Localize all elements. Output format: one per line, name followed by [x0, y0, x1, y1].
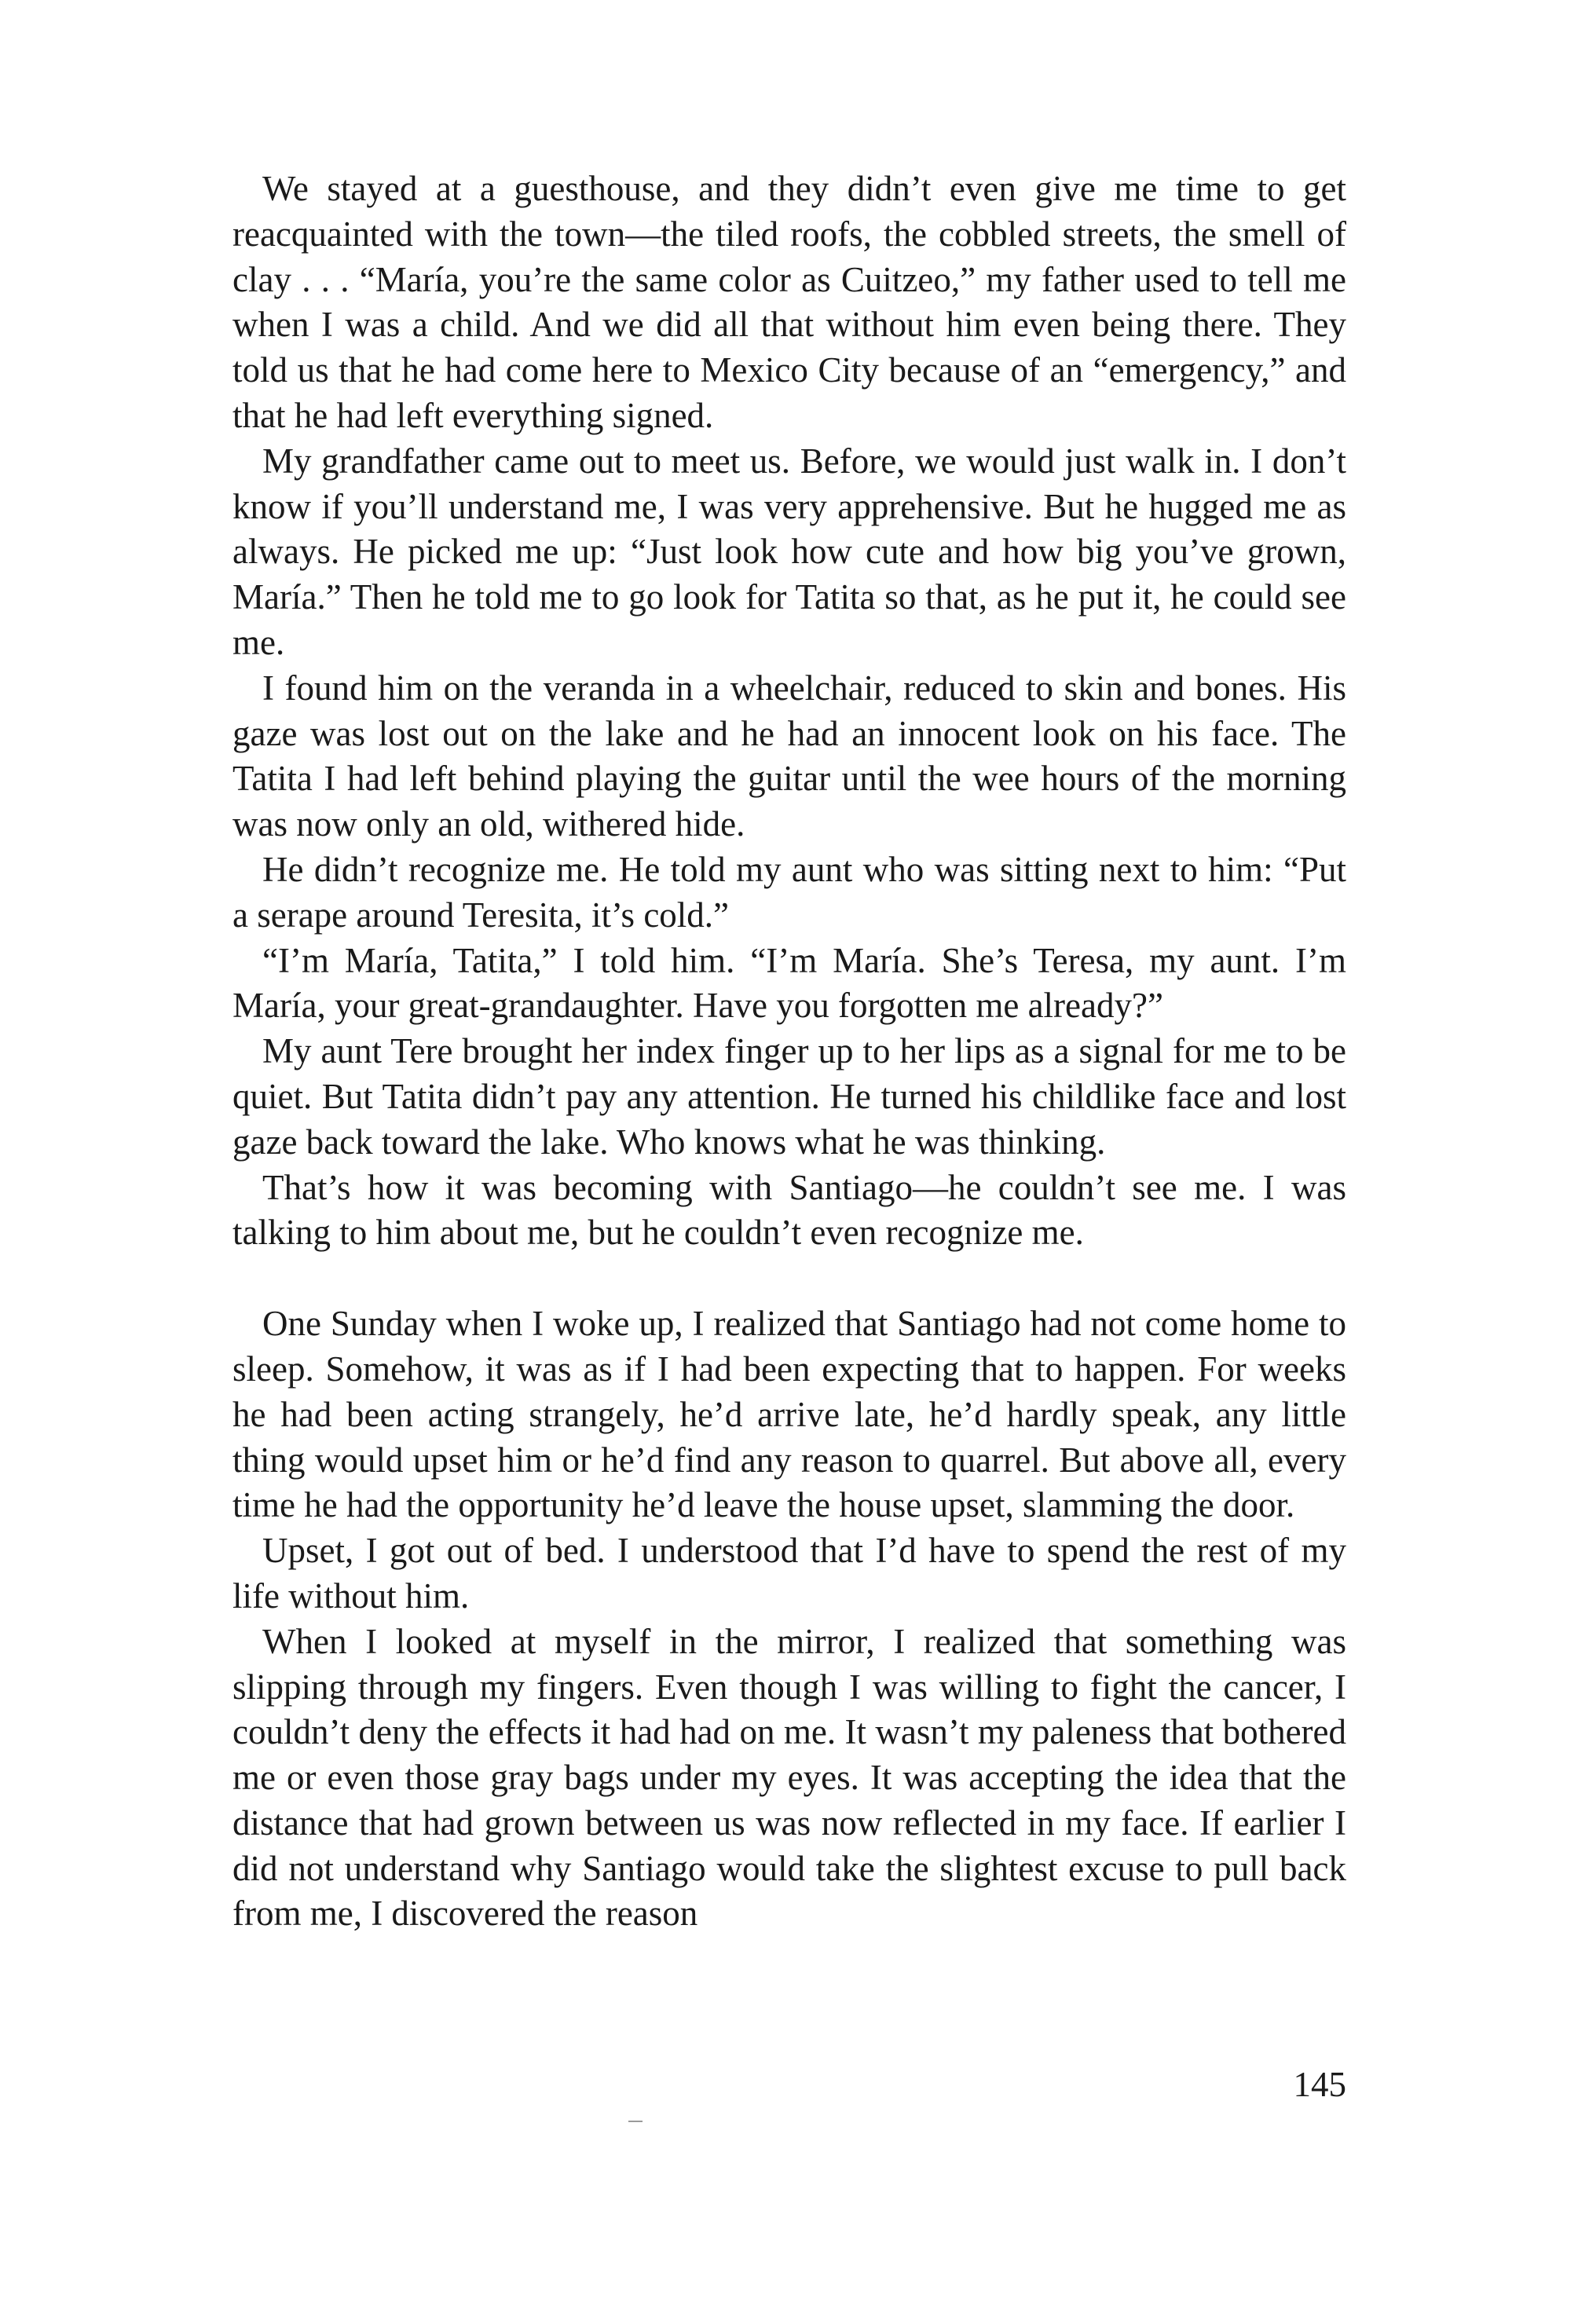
paragraph: I found him on the veranda in a wheelchair, reduced to skin and bones. His gaze was lost out on the lake and he had an innocent look on his face. The Tatita I had left behind playing the guitar until the wee hours of the morning was now only an old, withered hide.: [232, 668, 1346, 844]
body-text: [232, 167, 1346, 1937]
scan-artifact-mark: [628, 2121, 643, 2122]
paragraph: That’s how it was becoming with Santiago—he couldn’t see me. I was talking to him about me, but he couldn’t even recognize me.: [232, 1167, 1346, 1253]
paragraph: We stayed at a guesthouse, and they didn’t even give me time to get reacquainted with the town—the tiled roofs, the cobbled streets, the smell of clay . . . “María, you’re the same color as Cuitzeo,” my father used to tell me when I was a child. And we did all that without him even being there. They told us that he had come here to Mexico City because of an “emergency,” and that he had left everything signed.: [232, 169, 1346, 435]
paragraph: “I’m María, Tatita,” I told him. “I’m María. She’s Teresa, my aunt. I’m María, your great-grandaughter. Have you forgotten me already?”: [232, 940, 1346, 1026]
section-break: [232, 1256, 1346, 1301]
paragraph: My grandfather came out to meet us. Before, we would just walk in. I don’t know if you’ll understand me, I was very apprehensive. But he hugged me as always. He picked me up: “Just look how cute and how big you’ve grown, María.” Then he told me to go look for Tatita so that, as he put it, he could see me.: [232, 441, 1346, 662]
paragraph: Upset, I got out of bed. I understood that I’d have to spend the rest of my life without him.: [232, 1531, 1346, 1616]
paragraph: One Sunday when I woke up, I realized that Santiago had not come home to sleep. Somehow, it was as if I had been expecting that to happen. For weeks he had been acting strangely, he’d arrive late, he’d hardly speak, any little thing would upset him or he’d find any reason to quarrel. But above all, every time he had the opportunity he’d leave the house upset, slamming the door.: [232, 1304, 1346, 1525]
paragraph: When I looked at myself in the mirror, I realized that something was slipping through my fingers. Even though I was willing to fight the cancer, I couldn’t deny the effects it had had on me. It wasn’t my paleness that bothered me or even those gray bags under my eyes. It was accepting the idea that the distance that had grown between us was now reflected in my face. If earlier I did not understand why Santiago would take the slightest excuse to pull back from me, I discovered the reason: [232, 1621, 1346, 1934]
paragraph: He didn’t recognize me. He told my aunt who was sitting next to him: “Put a serape around Teresita, it’s cold.”: [232, 849, 1346, 935]
paragraph: My aunt Tere brought her index finger up to her lips as a signal for me to be quiet. But Tatita didn’t pay any attention. He turned his childlike face and lost gaze back toward the lake. Who knows what he was thinking.: [232, 1031, 1346, 1162]
page-number: 145: [1293, 2065, 1346, 2104]
